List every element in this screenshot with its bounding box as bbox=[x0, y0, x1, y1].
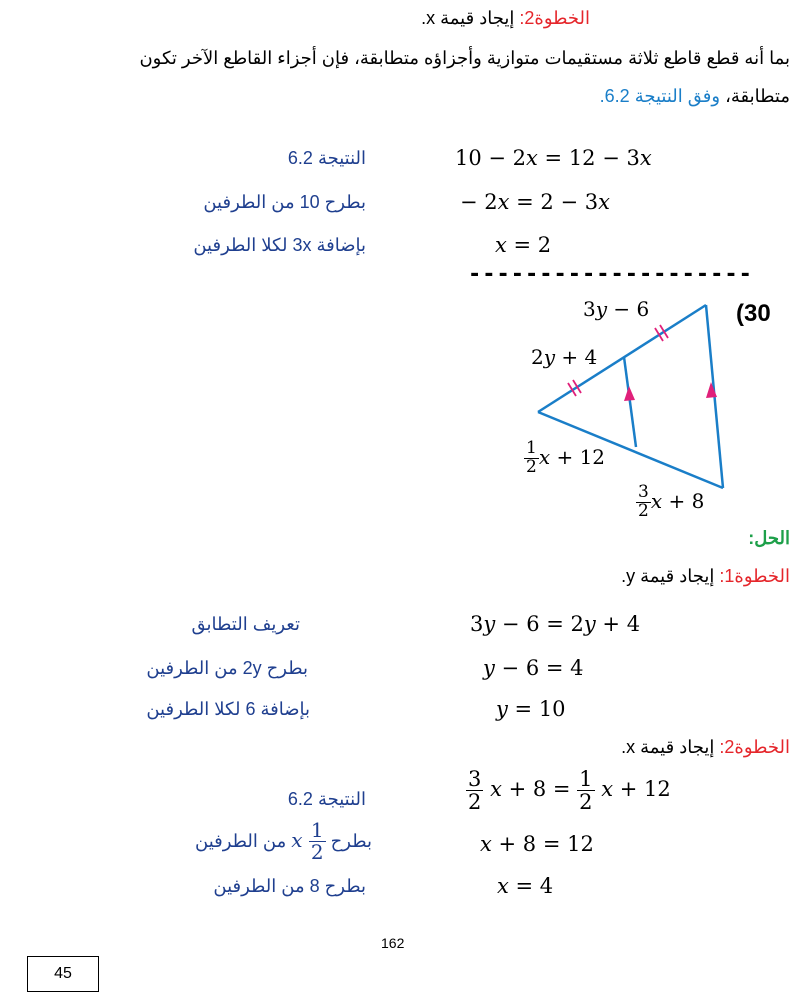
page-number-box: 45 bbox=[27, 956, 99, 992]
separator-dashes: -------------------- bbox=[468, 262, 753, 287]
solution-label: الحل: bbox=[748, 528, 790, 548]
reason-4: تعريف التطابق bbox=[191, 614, 300, 634]
reason-8-sides: من الطرفين bbox=[195, 831, 287, 851]
label-lower-left: $\frac{1}{2}$ x + 12 bbox=[526, 438, 606, 477]
reason-3: بإضافة 3x لكلا الطرفين bbox=[193, 235, 366, 255]
step2-label: الخطوة2: bbox=[719, 737, 790, 757]
equation-6: y = 10 bbox=[496, 697, 566, 721]
step2-text: إيجاد قيمة x. bbox=[621, 737, 715, 757]
fraction-three-halves-eq: $\frac{3}{2}$ bbox=[468, 767, 482, 815]
equation-5: y − 6 = 4 bbox=[483, 656, 584, 680]
paragraph-line-1: بما أنه قطع قاطع ثلاثة مستقيمات متوازية وأجزاؤه متطابقة، فإن أجزاء القاطع الآخر تكون bbox=[139, 48, 790, 68]
parallel-arrows bbox=[624, 382, 717, 401]
triangle-diagram bbox=[520, 290, 740, 520]
fraction-three-halves: $\frac{3}{2}$ bbox=[638, 482, 649, 521]
reason-8 bbox=[195, 820, 372, 863]
reason-9: بطرح 8 من الطرفين bbox=[213, 876, 366, 896]
reason-7: النتيجة 6.2 bbox=[287, 789, 366, 809]
equation-7: $\frac{3}{2}$ x + 8 = $\frac{1}{2}$ x + 12 bbox=[468, 767, 671, 815]
fraction-one-half-eq: $\frac{1}{2}$ bbox=[579, 767, 593, 815]
step1-heading bbox=[621, 566, 790, 587]
step1-label: الخطوة1: bbox=[719, 566, 790, 586]
equation-9: x = 4 bbox=[497, 874, 554, 898]
step1-text: إيجاد قيمة y. bbox=[621, 566, 715, 586]
arrow-right bbox=[706, 382, 717, 398]
paragraph-line-2 bbox=[600, 86, 790, 107]
step2-heading bbox=[621, 737, 790, 758]
reason-8-subtract: بطرح bbox=[330, 831, 372, 851]
equation-3: x = 2 bbox=[495, 233, 552, 257]
arrow-middle bbox=[624, 386, 635, 401]
equation-8: x + 8 = 12 bbox=[480, 832, 594, 856]
step-heading-top bbox=[0, 8, 800, 29]
reason-5: بطرح 2y من الطرفين bbox=[146, 658, 308, 678]
paragraph-congruent: متطابقة، bbox=[725, 86, 790, 106]
parallel-middle-line bbox=[624, 357, 636, 447]
reason-6: بإضافة 6 لكلا الطرفين bbox=[146, 699, 310, 719]
step-label: الخطوة2: bbox=[519, 8, 590, 28]
fraction-one-half: $\frac{1}{2}$ bbox=[526, 438, 537, 477]
step-text: إيجاد قيمة x. bbox=[421, 8, 515, 28]
reason-8-fraction: $\frac{1}{2}$ x bbox=[291, 818, 324, 864]
label-bottom: $\frac{3}{2}$ x + 8 bbox=[638, 482, 705, 521]
reason-2: بطرح 10 من الطرفين bbox=[203, 192, 366, 212]
equation-2: − 2x = 2 − 3x bbox=[460, 190, 610, 214]
problem-number: (30 bbox=[736, 300, 771, 327]
label-left: 2y + 4 bbox=[531, 345, 598, 369]
center-page-number: 162 bbox=[381, 935, 405, 951]
equation-4: 3y − 6 = 2y + 4 bbox=[470, 612, 641, 636]
reason-1: النتيجة 6.2 bbox=[287, 148, 366, 168]
paragraph-result-ref: وفق النتيجة 6.2. bbox=[599, 86, 721, 106]
label-top: 3y − 6 bbox=[583, 297, 650, 321]
equation-1: 10 − 2x = 12 − 3x bbox=[455, 146, 652, 170]
